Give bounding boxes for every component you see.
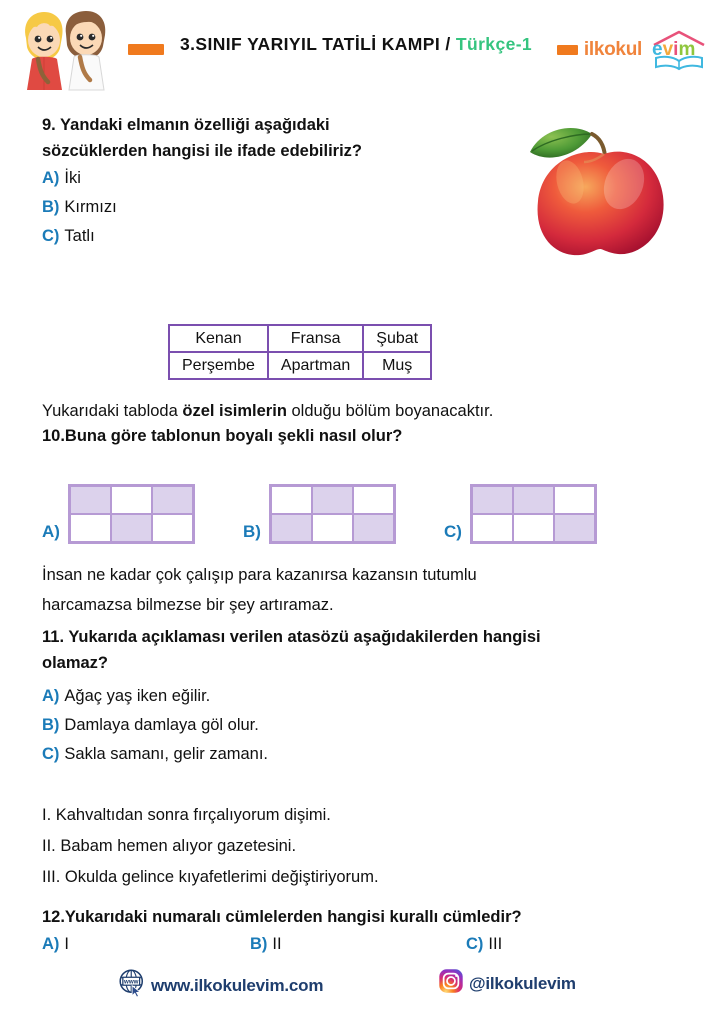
question-11-stem-line2: harcamazsa bilmezse bir şey artıramaz. (42, 596, 334, 614)
option-text: Tatlı (64, 227, 95, 245)
option-text: Sakla samanı, gelir zamanı. (64, 745, 269, 763)
grid-cell (312, 486, 353, 514)
question-12-sentence-1: I. Kahvaltıdan sonra fırçalıyorum dişimi. (42, 806, 331, 824)
question-12-option-c[interactable] (466, 930, 502, 959)
page-footer (0, 966, 724, 1012)
option-letter: A) (42, 522, 60, 541)
instagram-text: @ilkokulevim (469, 973, 576, 993)
question-9-option-a[interactable] (42, 164, 462, 193)
grid-cell (111, 514, 152, 542)
two-students-illustration-icon (8, 4, 112, 92)
question-9-text-line2: sözcüklerden hangisi ile ifade edebiliriz? (42, 142, 363, 160)
option-letter: B) (250, 935, 268, 953)
svg-text:www: www (124, 978, 139, 986)
stem-part-after: olduğu bölüm boyanacaktır. (286, 402, 494, 420)
option-letter: C) (42, 227, 60, 245)
question-10-choice-c[interactable] (444, 484, 597, 544)
grid-cell (353, 486, 394, 514)
grid-cell (152, 514, 193, 542)
stem-part-bold: özel isimlerin (182, 402, 287, 420)
stem-part-before: Yukarıdaki tabloda (42, 402, 183, 420)
brand-logo (557, 28, 710, 72)
question-10-choice-b[interactable] (243, 484, 396, 544)
grid-cell (353, 514, 394, 542)
question-12-options (42, 930, 662, 960)
option-letter: A) (42, 169, 60, 187)
table-row (169, 325, 431, 352)
question-12-sentence-3: III. Okulda gelince kıyafetlerimi değiştiriyorum. (42, 868, 379, 886)
grid-cell (70, 514, 111, 542)
grid-cell (152, 486, 193, 514)
logo-house-book-icon (648, 29, 710, 71)
question-12-sentence-2: II. Babam hemen alıyor gazetesini. (42, 837, 297, 855)
option-letter: B) (42, 198, 60, 216)
page-title-subject: Türkçe-1 (455, 34, 533, 54)
question-9-text-line1: 9. Yandaki elmanın özelliği aşağıdaki (42, 116, 330, 134)
grid-cell (513, 514, 554, 542)
question-10-choices (0, 456, 724, 541)
table-row (169, 352, 431, 379)
question-11-text-line2: olamaz? (42, 654, 109, 672)
table-cell: Perşembe (169, 352, 268, 379)
question-10-choice-a[interactable] (42, 484, 195, 544)
grid-cell (554, 514, 595, 542)
answer-grid-c (470, 484, 597, 544)
grid-cell (312, 514, 353, 542)
orange-dash-icon (128, 44, 164, 55)
question-10-stem (42, 396, 682, 426)
question-11-text-line1: 11. Yukarıda açıklaması verilen atasözü aşağıdakilerden hangisi (42, 628, 541, 646)
globe-cursor-icon (118, 968, 148, 1003)
question-9-option-c[interactable] (42, 222, 462, 251)
grid-cell (271, 514, 312, 542)
table-cell: Muş (363, 352, 431, 379)
question-11-option-c[interactable] (42, 740, 268, 769)
question-12-option-b[interactable] (250, 930, 282, 959)
option-letter: A) (42, 935, 60, 953)
logo-brand-second: evim (652, 39, 696, 60)
option-text: İki (64, 169, 81, 187)
grid-cell (472, 514, 513, 542)
page-title (180, 34, 532, 55)
option-letter: B) (243, 522, 261, 541)
grid-cell (271, 486, 312, 514)
page-title-main: 3.SINIF YARIYIL TATİLİ KAMPI / (180, 34, 451, 54)
question-9-option-b[interactable] (42, 193, 462, 222)
word-table (168, 324, 432, 380)
website-text: www.ilkokulevim.com (151, 975, 324, 995)
red-apple-image-icon (508, 104, 676, 264)
question-11-text (42, 624, 682, 676)
table-cell: Apartman (268, 352, 363, 379)
option-letter: B) (42, 716, 60, 734)
option-text: II (272, 935, 282, 953)
logo-orange-dash-icon (557, 45, 578, 55)
grid-cell (111, 486, 152, 514)
instagram-icon (438, 968, 464, 999)
option-letter: A) (42, 687, 60, 705)
grid-cell (554, 486, 595, 514)
question-11-option-b[interactable] (42, 711, 268, 740)
question-12-text: 12.Yukarıdaki numaralı cümlelerden hangisi kurallı cümledir? (42, 908, 522, 926)
table-cell: Şubat (363, 325, 431, 352)
option-letter: C) (444, 522, 462, 541)
option-text: Ağaç yaş iken eğilir. (64, 687, 211, 705)
grid-cell (513, 486, 554, 514)
question-9 (42, 112, 462, 251)
option-text: I (64, 935, 70, 953)
answer-grid-a (68, 484, 195, 544)
table-cell: Kenan (169, 325, 268, 352)
website-link[interactable] (118, 968, 323, 1003)
instagram-link[interactable] (438, 968, 576, 999)
question-11-options (42, 682, 268, 769)
question-12-stem (42, 800, 682, 893)
question-10-text: 10.Buna göre tablonun boyalı şekli nasıl olur? (42, 427, 403, 445)
page-header (0, 0, 724, 96)
option-text: Damlaya damlaya göl olur. (64, 716, 259, 734)
option-letter: C) (42, 745, 60, 763)
option-text: III (488, 935, 503, 953)
question-11-stem-line1: İnsan ne kadar çok çalışıp para kazanırsa kazansın tutumlu (42, 566, 477, 584)
option-text: Kırmızı (64, 198, 117, 216)
grid-cell (472, 486, 513, 514)
question-12-option-a[interactable] (42, 930, 69, 959)
option-letter: C) (466, 935, 484, 953)
question-11-stem (42, 560, 662, 620)
table-cell: Fransa (268, 325, 363, 352)
grid-cell (70, 486, 111, 514)
logo-brand-first: ilkokul (583, 39, 642, 60)
question-11-option-a[interactable] (42, 682, 268, 711)
answer-grid-b (269, 484, 396, 544)
